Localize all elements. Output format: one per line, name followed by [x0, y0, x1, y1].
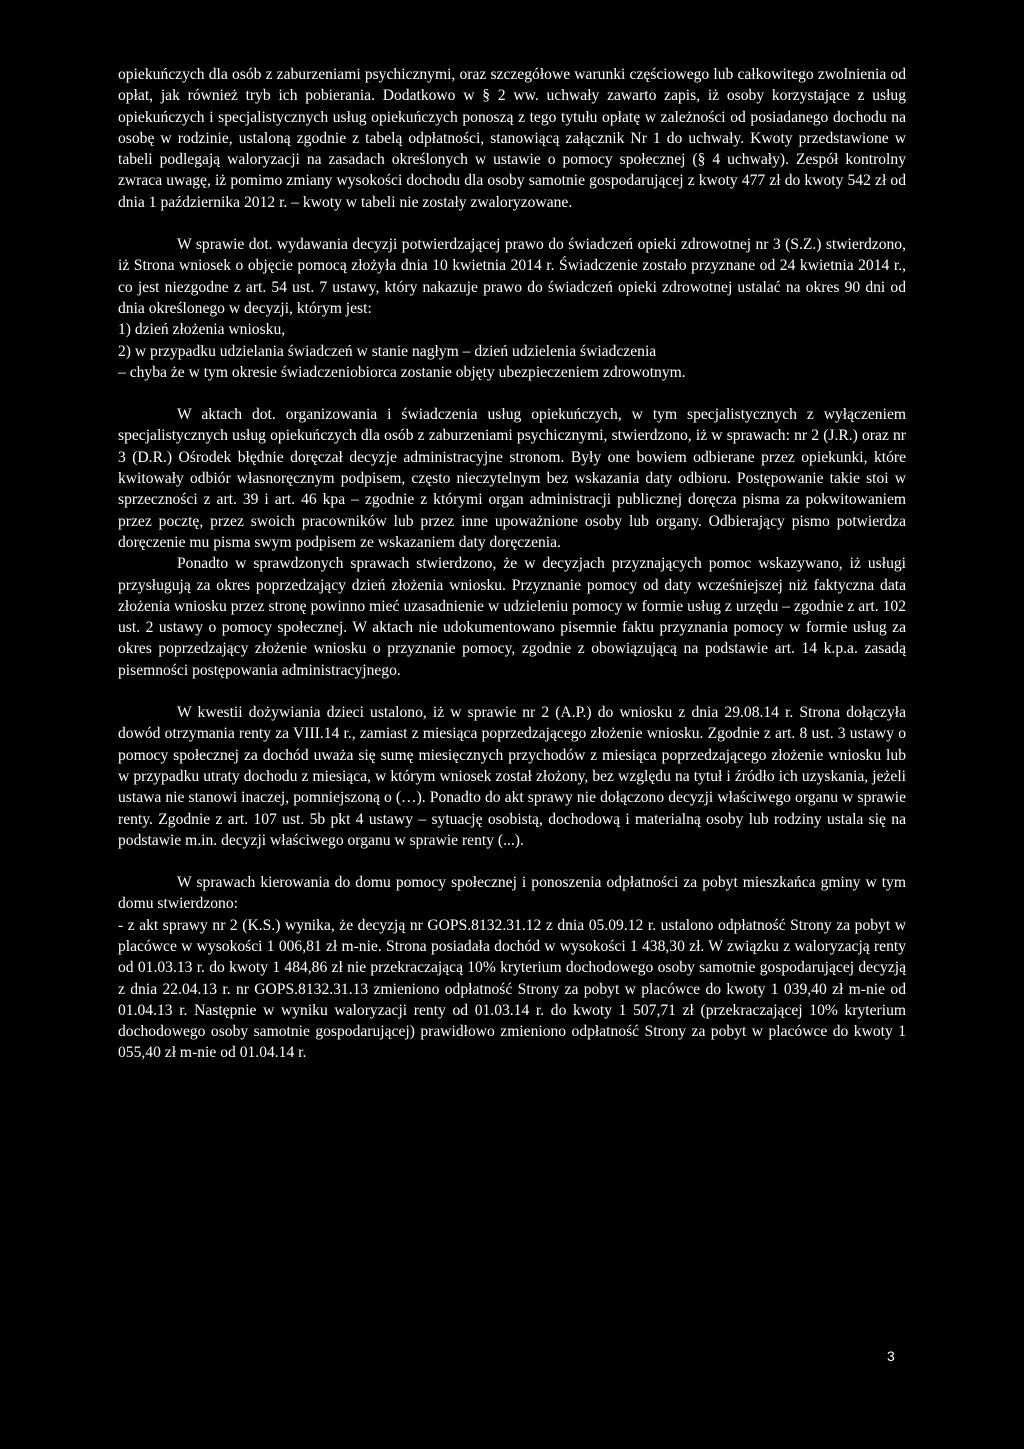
list-item-emergency-care: 2) w przypadku udzielania świadczeń w stanie nagłym – dzień udzielenia świadczenia [118, 342, 657, 360]
list-item-application-date: 1) dzień złożenia wniosku, [118, 321, 286, 339]
paragraph-spacer [118, 851, 906, 872]
paragraph-care-home-intro: W sprawach kierowania do domu pomocy społecznej i ponoszenia odpłatności za pobyt mieszkańca gminy w tym domu stwierdzono: [118, 874, 906, 913]
paragraph-care-home-case: - z akt sprawy nr 2 (K.S.) wynika, że decyzją nr GOPS.8132.31.12 z dnia 05.09.12 r. ustalono odpłatność Strony za pobyt w placówce w wysokości 1 006,81 zł m-nie. Strona posiadała dochód w wysokości 1 438,30 zł. W związku z waloryzacją renty od 01.03.13 r. do kwoty 1 484,86 zł nie przekraczającą 10% kryterium dochodowego osoby samotnie gospodarującej decyzją z dnia 22.04.13 r. nr GOPS.8132.31.13 zmieniono odpłatność Strony za pobyt w placówce do kwoty 1 039,40 zł m-nie od 01.04.13 r. Następnie w wyniku waloryzacji renty od 01.03.14 r. do kwoty 1 507,71 zł (przekraczającej 10% kryterium dochodowego osoby samotnie gospodarującej) prawidłowo zmieniono odpłatność Strony za pobyt w placówce do kwoty 1 055,40 zł m-nie od 01.04.14 r. [118, 916, 906, 1062]
page-number: 3 [887, 1348, 895, 1364]
paragraph-child-nutrition: W kwestii dożywiania dzieci ustalono, iż w sprawie nr 2 (A.P.) do wniosku z dnia 29.08.14 r. Strona dołączyła dowód otrzymania renty za VIII.14 r., zamiast z miesiąca poprzedzającego złożenie wniosku. Zgodnie z art. 8 ust. 3 ustawy o pomocy społecznej za dochód uważa się sumę miesięcznych przychodów z miesiąca poprzedzającego złożenie wniosku lub w przypadku utraty dochodu z miesiąca, w którym wniosek został złożony, bez względu na tytuł i źródło ich uzyskania, jeżeli ustawa nie stanowi inaczej, pomniejszoną o (…). Ponadto do akt sprawy nie dołączono decyzji właściwego organu w sprawie renty. Zgodnie z art. 107 ust. 5b pkt 4 ustawy – sytuację osobistą, dochodową i materialną osoby lub rodziny ustala się na podstawie m.in. decyzji właściwego organu w sprawie renty (...). [118, 704, 906, 849]
paragraph-health-care-decision: W sprawie dot. wydawania decyzji potwierdzającej prawo do świadczeń opieki zdrowotnej nr 3 (S.Z.) stwierdzono, iż Strona wniosek o objęcie pomocą złożyła dnia 10 kwietnia 2014 r. Świadczenie zostało przyznane od 24 kwietnia 2014 r., co jest niezgodne z art. 54 ust. 7 ustawy, który nakazuje prawo do świadczeń opieki zdrowotnej ustalać na okres 90 dni od dnia określonego w decyzji, którym jest: [118, 236, 906, 317]
document-body [118, 64, 906, 1064]
paragraph-retroactive-services: Ponadto w sprawdzonych sprawach stwierdzono, że w decyzjach przyznających pomoc wskazywano, iż usługi przysługują za okres poprzedzający dzień złożenia wniosku. Przyznanie pomocy od daty wcześniejszej niż faktyczna data złożenia wniosku przez stronę powinno mieć uzasadnienie w udzieleniu pomocy w formie usług z urzędu – zgodnie z art. 102 ust. 2 ustawy o pomocy społecznej. W aktach nie udokumentowano pisemnie faktu przyznania pomocy w formie usług za okres poprzedzający złożenie wniosku o przyznanie pomocy, zgodnie z obowiązującą na podstawie art. 14 k.p.a. zasadą pisemności postępowania administracyjnego. [118, 555, 906, 679]
paragraph-fees-resolution: opiekuńczych dla osób z zaburzeniami psychicznymi, oraz szczegółowe warunki częściowego lub całkowitego zwolnienia od opłat, jak również tryb ich pobierania. Dodatkowo w § 2 ww. uchwały zawarto zapis, iż osoby korzystające z usług opiekuńczych i specjalistycznych usług opiekuńczych ponoszą z tego tytułu opłatę w zależności od posiadanego dochodu na osobę w rodzinie, ustaloną zgodnie z tabelą odpłatności, stanowiącą załącznik Nr 1 do uchwały. Kwoty przedstawione w tabeli podlegają waloryzacji na zasadach określonych w ustawie o pomocy społecznej (§ 4 uchwały). Zespół kontrolny zwraca uwagę, iż pomimo zmiany wysokości dochodu dla osoby samotnie gospodarującej z kwoty 477 zł do kwoty 542 zł od dnia 1 października 2012 r. – kwoty w tabeli nie zostały zwaloryzowane. [118, 66, 906, 211]
paragraph-care-services-delivery: W aktach dot. organizowania i świadczenia usług opiekuńczych, w tym specjalistycznych z wyłączeniem specjalistycznych usług opiekuńczych dla osób z zaburzeniami psychicznymi, stwierdzono, iż w sprawach: nr 2 (J.R.) oraz nr 3 (D.R.) Ośrodek błędnie doręczał decyzje administracyjne stronom. Były one bowiem odbierane przez opiekunki, które kwitowały odbiór własnoręcznym podpisem, często nieczytelnym bez wskazania daty odbioru. Postępowanie takie stoi w sprzeczności z art. 39 i art. 46 kpa – zgodnie z którymi organ administracji publicznej doręcza pisma za pokwitowaniem przez pocztę, przez swoich pracowników lub przez inne upoważnione osoby lub organy. Odbierający pismo potwierdza doręczenie mu pisma swym podpisem ze wskazaniem daty doręczenia. [118, 406, 906, 551]
paragraph-spacer [118, 681, 906, 702]
paragraph-spacer [118, 213, 906, 234]
paragraph-spacer [118, 383, 906, 404]
list-item-insurance-note: – chyba że w tym okresie świadczeniobiorca zostanie objęty ubezpieczeniem zdrowotnym. [118, 363, 686, 381]
